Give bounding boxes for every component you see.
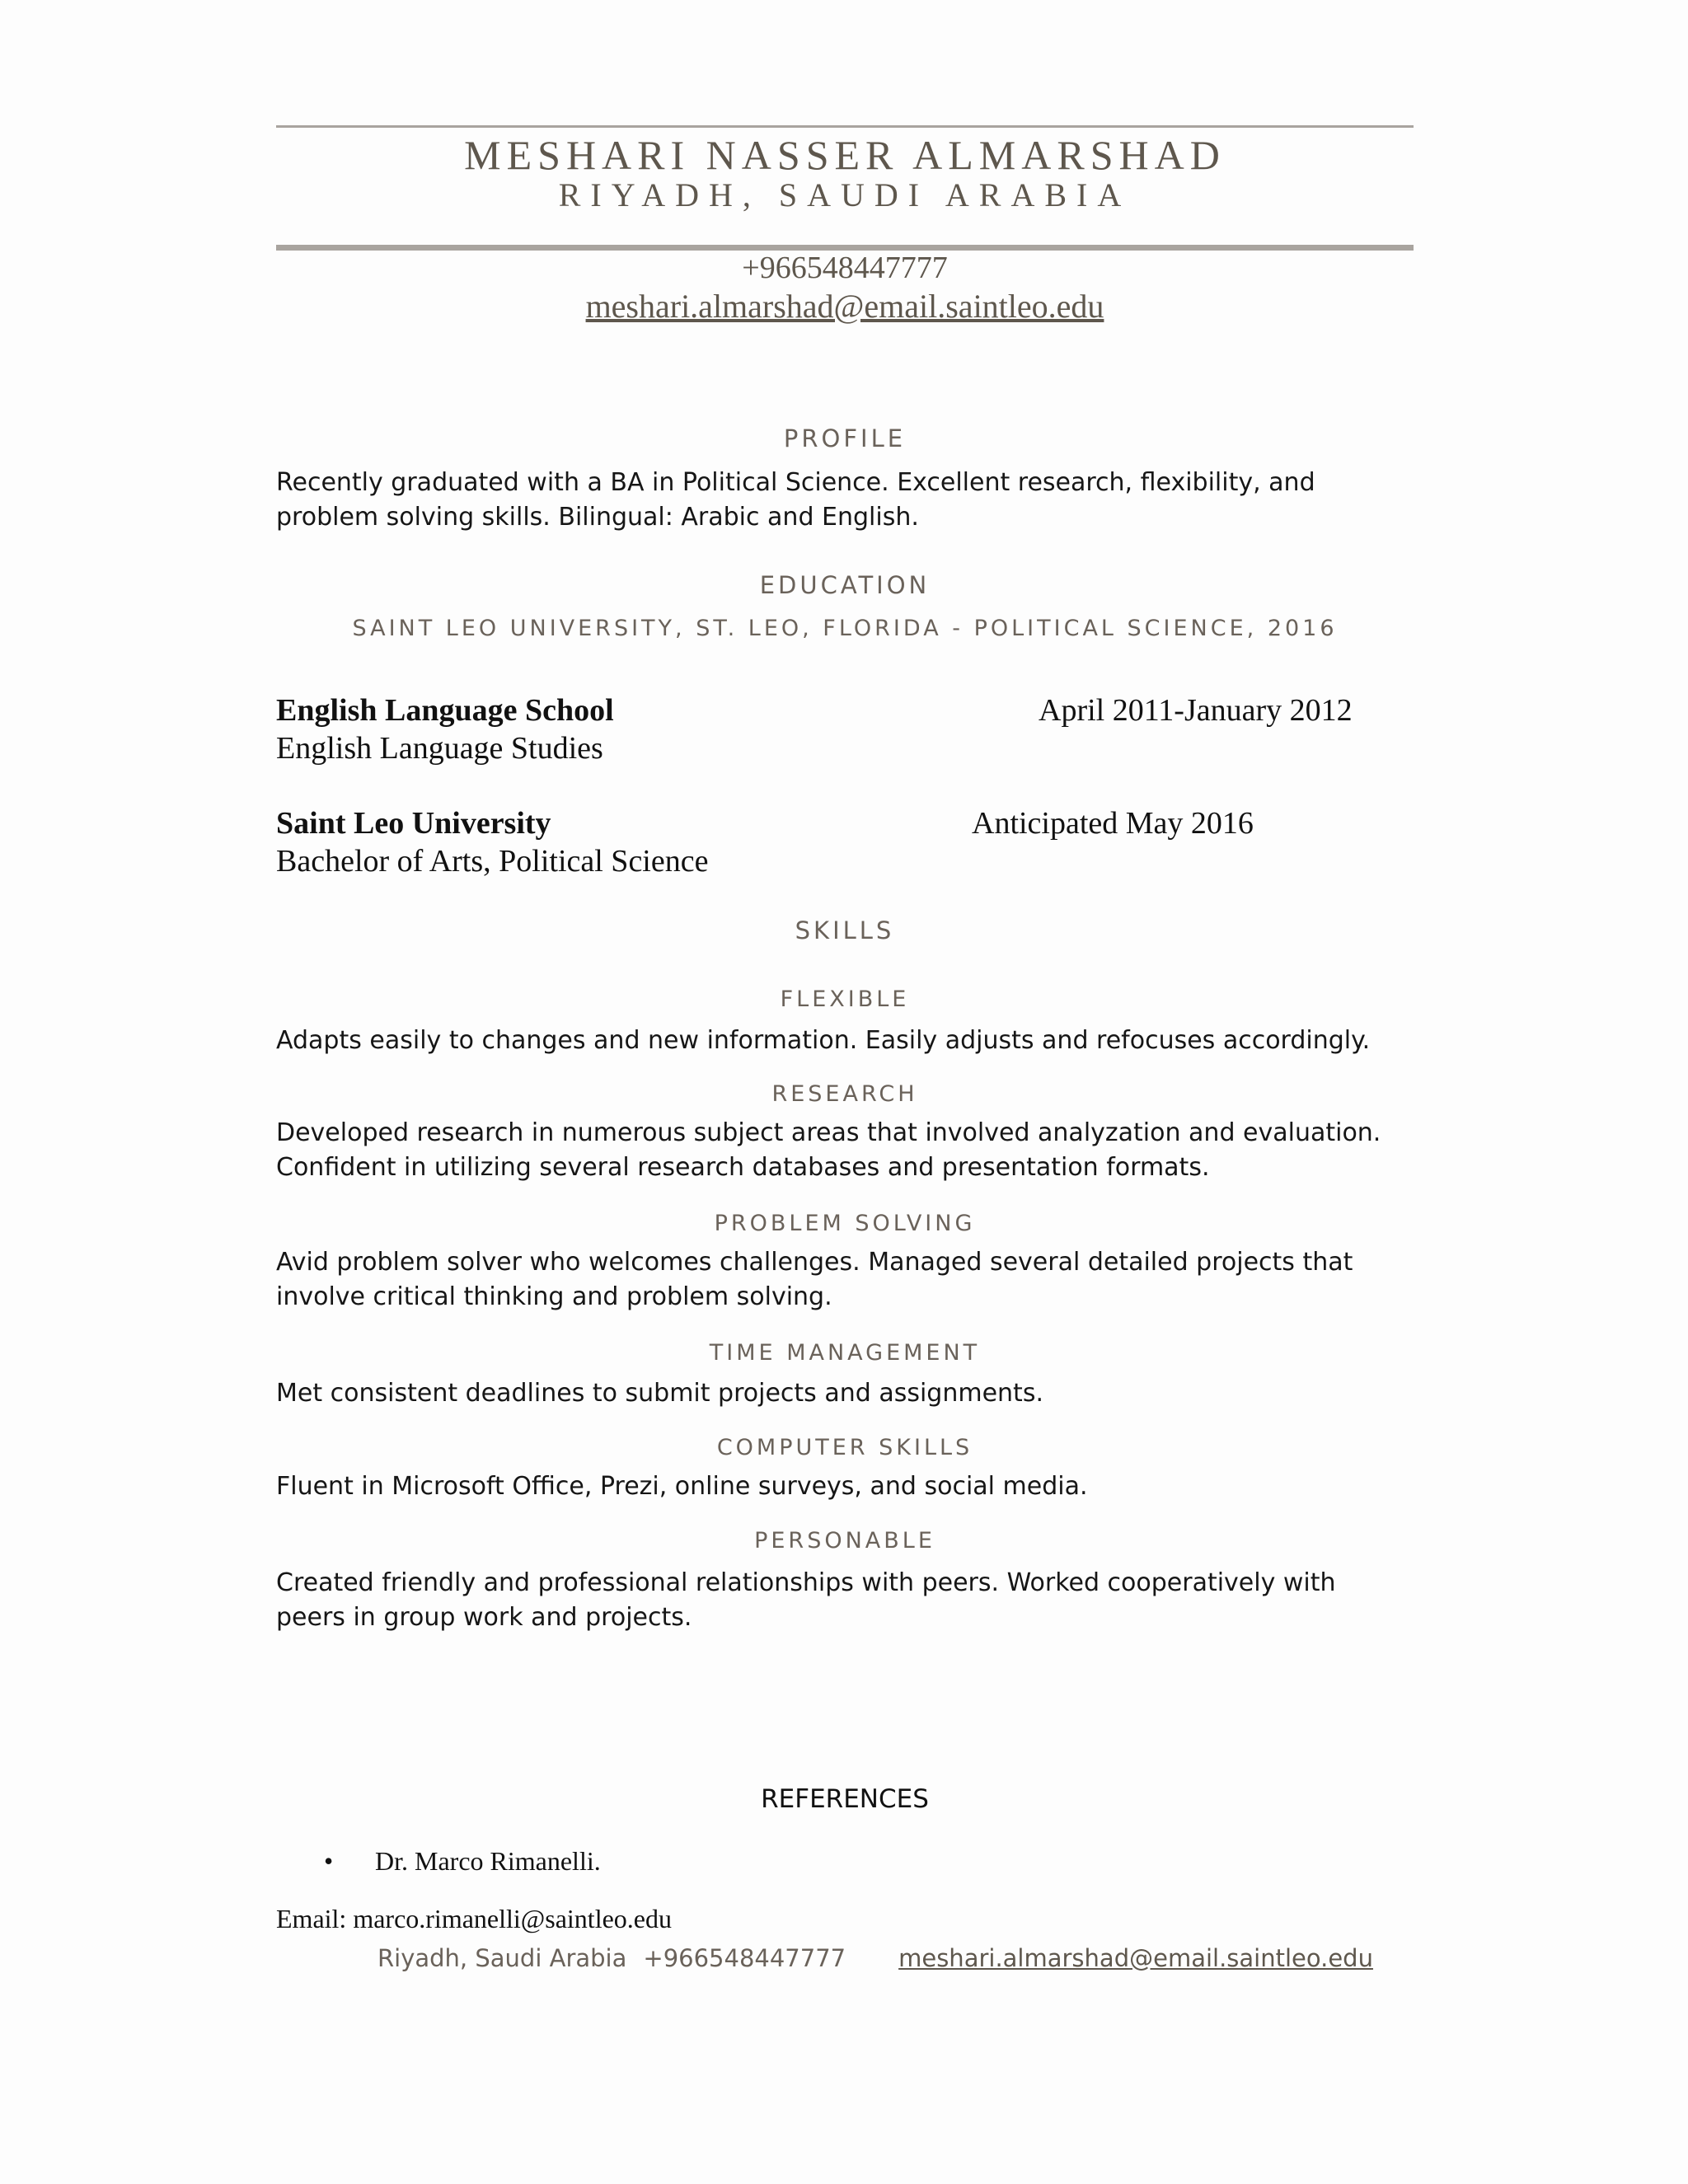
skill-title-time-management: TIME MANAGEMENT xyxy=(709,1340,981,1366)
skills-heading: SKILLS xyxy=(795,916,895,944)
education-heading: EDUCATION xyxy=(759,571,931,599)
reference-name: Dr. Marco Rimanelli. xyxy=(375,1846,601,1876)
reference-bullet: • xyxy=(324,1846,334,1876)
candidate-name: MESHARI NASSER ALMARSHAD xyxy=(464,132,1226,178)
education-summary: SAINT LEO UNIVERSITY, ST. LEO, FLORIDA - POLITICAL SCIENCE, 2016 xyxy=(352,616,1338,641)
skill-text-time-management-1: Met consistent deadlines to submit projects and assignments. xyxy=(276,1379,1043,1408)
profile-line-1: Recently graduated with a BA in Political Science. Excellent research, flexibility, and xyxy=(276,468,1315,497)
references-heading: REFERENCES xyxy=(761,1784,929,1814)
skill-text-flexible-1: Adapts easily to changes and new information. Easily adjusts and refocuses accordingly. xyxy=(276,1026,1371,1055)
skill-title-personable: PERSONABLE xyxy=(754,1528,935,1554)
skill-title-flexible: FLEXIBLE xyxy=(780,987,910,1012)
education-school-1: English Language School xyxy=(276,693,614,728)
skill-title-problem-solving: PROBLEM SOLVING xyxy=(714,1211,976,1236)
header-top-rule xyxy=(276,125,1414,128)
footer-location: Riyadh, Saudi Arabia xyxy=(377,1944,627,1972)
skill-text-personable-2: peers in group work and projects. xyxy=(276,1603,692,1632)
skill-title-research: RESEARCH xyxy=(771,1081,918,1107)
resume-page xyxy=(276,0,1414,2184)
skill-text-research-2: Confident in utilizing several research databases and presentation formats. xyxy=(276,1153,1210,1182)
skill-text-problem-solving-1: Avid problem solver who welcomes challenges. Managed several detailed projects that xyxy=(276,1248,1353,1277)
education-program-1: English Language Studies xyxy=(276,731,603,766)
education-school-2: Saint Leo University xyxy=(276,806,551,841)
skill-text-computer-skills-1: Fluent in Microsoft Office, Prezi, online surveys, and social media. xyxy=(276,1472,1088,1501)
education-dates-2: Anticipated May 2016 xyxy=(972,806,1254,841)
profile-line-2: problem solving skills. Bilingual: Arabic and English. xyxy=(276,503,919,532)
skill-text-problem-solving-2: involve critical thinking and problem solving. xyxy=(276,1282,832,1311)
footer-contact xyxy=(377,1942,1373,1975)
footer-email-link[interactable]: meshari.almarshad@email.saintleo.edu xyxy=(898,1944,1373,1972)
candidate-email-link[interactable]: meshari.almarshad@email.saintleo.edu xyxy=(585,288,1104,325)
candidate-phone: +966548447777 xyxy=(742,251,948,285)
skill-text-research-1: Developed research in numerous subject areas that involved analyzation and evaluation. xyxy=(276,1118,1381,1147)
skill-text-personable-1: Created friendly and professional relationships with peers. Worked cooperatively with xyxy=(276,1568,1336,1597)
candidate-location: RIYADH, SAUDI ARABIA xyxy=(558,176,1132,213)
education-dates-1: April 2011-January 2012 xyxy=(1039,693,1353,728)
profile-heading: PROFILE xyxy=(783,424,907,452)
reference-email: Email: marco.rimanelli@saintleo.edu xyxy=(276,1904,672,1933)
candidate-email xyxy=(276,285,1414,328)
footer-phone: +966548447777 xyxy=(643,1944,846,1972)
education-program-2: Bachelor of Arts, Political Science xyxy=(276,844,709,879)
skill-title-computer-skills: COMPUTER SKILLS xyxy=(716,1435,973,1460)
